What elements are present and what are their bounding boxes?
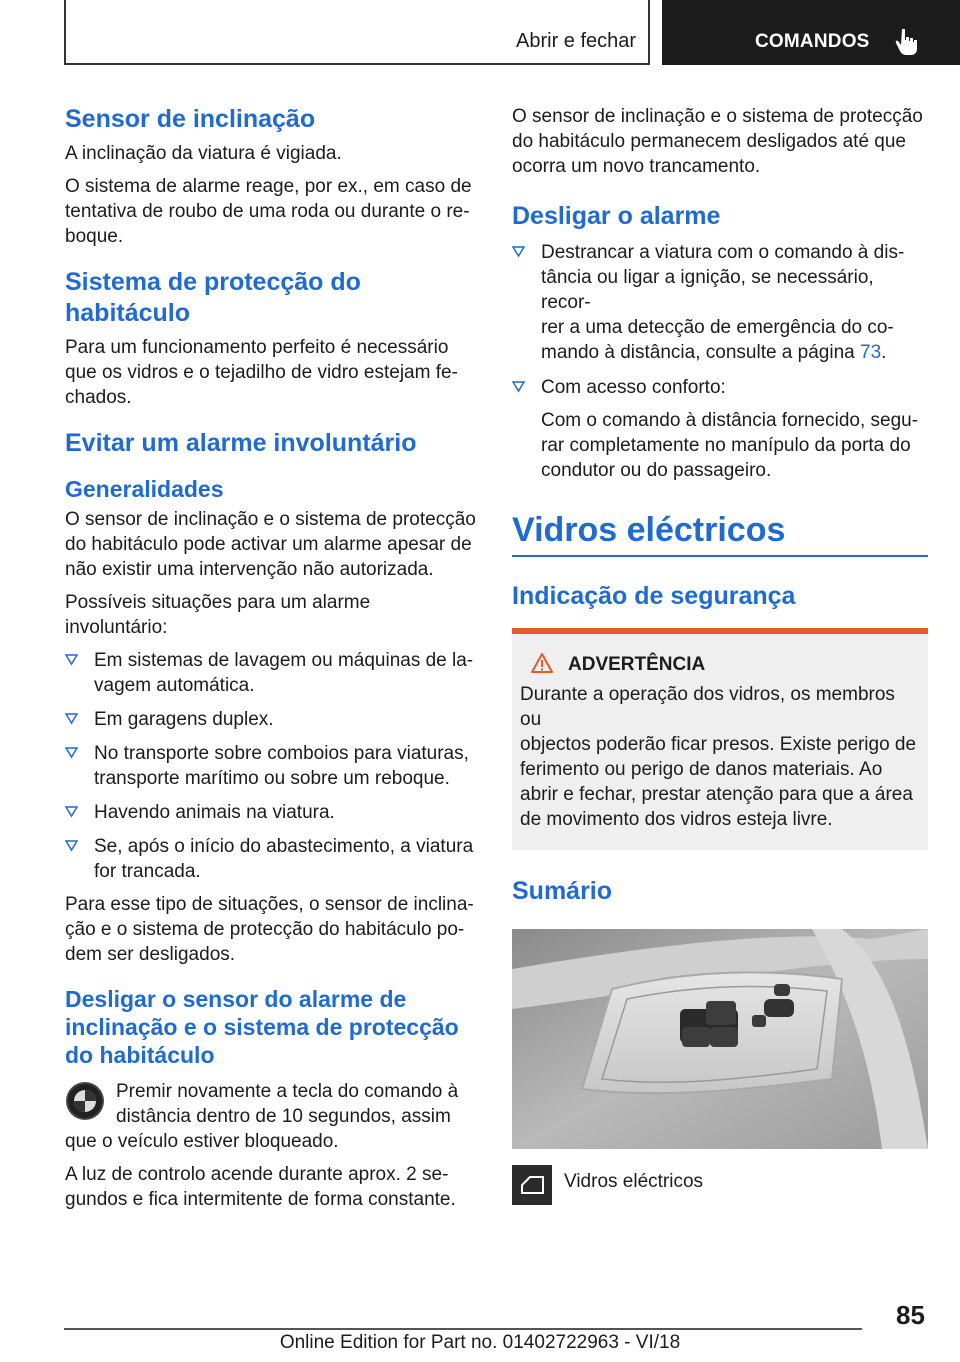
edition-note: Online Edition for Part no. 01402722963 - VI/18 (279, 1332, 681, 1353)
list-item-line: tância ou ligar a ignição, se necessário, recor- (541, 267, 874, 313)
list-item-line: Havendo animais na viatura. (94, 802, 335, 823)
warning-line: de movimento dos vidros esteja livre. (520, 809, 833, 830)
warning-line: ferimento ou perigo de danos materiais. Ao (520, 759, 883, 780)
list-item-line: Se, após o início do abastecimento, a viatura (94, 836, 474, 857)
footer-rule (64, 1328, 862, 1330)
header-bottom-rule (64, 63, 650, 65)
list-item (65, 648, 477, 698)
section-tab[interactable]: Abrir e fechar (516, 30, 637, 52)
list-item (65, 834, 477, 884)
triangle-bullet-icon (65, 746, 78, 759)
list-item-line: Destrancar a viatura com o comando à dis- (541, 242, 905, 263)
triangle-bullet-icon (512, 380, 525, 393)
header-left-rule (64, 0, 66, 64)
paragraph-line: ocorra um novo trancamento. (512, 156, 761, 177)
list-item (65, 707, 477, 732)
paragraph-line: boque. (65, 226, 124, 247)
list-item-line: Em garagens duplex. (94, 709, 274, 730)
warning-line: abrir e fechar, prestar atenção para que a área (520, 784, 913, 805)
list-item (512, 375, 928, 483)
paragraph-line: O sensor de inclinação e o sistema de protecção (512, 106, 923, 127)
page-number: 85 (896, 1300, 925, 1330)
paragraph: A inclinação da viatura é vigiada. (65, 143, 342, 164)
paragraph-line: do habitáculo pode activar um alarme apesar de (65, 534, 472, 555)
heading-desligar-sensor: Desligar o sensor do alarme de (65, 986, 407, 1012)
text: mando à distância, consulte a página (541, 342, 860, 363)
bmw-logo-icon (65, 1081, 105, 1121)
list-item (65, 800, 477, 825)
list-item-line: Com acesso conforto: (541, 377, 726, 398)
list-item-line: for trancada. (94, 861, 201, 882)
window-icon (512, 1165, 552, 1205)
heading-sistema-proteccao-2: habitáculo (65, 299, 191, 327)
warning-box (512, 628, 928, 850)
page-link-73[interactable]: 73 (860, 342, 882, 363)
paragraph-line: que o veículo estiver bloqueado. (65, 1131, 339, 1152)
header-divider (648, 0, 650, 65)
heading-desligar-sensor-3: do habitáculo (65, 1042, 215, 1068)
list-item-line (541, 340, 928, 365)
paragraph-line: Premir novamente a tecla do comando à (116, 1081, 459, 1102)
paragraph-line: O sensor de inclinação e o sistema de protecção (65, 509, 476, 530)
heading-sistema-proteccao: Sistema de protecção do (65, 268, 361, 296)
remote-instruction (65, 1079, 477, 1154)
paragraph-line: do habitáculo permanecem desligados até que (512, 131, 906, 152)
paragraph-line: Para um funcionamento perfeito é necessário (65, 337, 449, 358)
paragraph-line: que os vidros e o tejadilho de vidro estejam fe- (65, 362, 458, 383)
paragraph-line: Para esse tipo de situações, o sensor de inclina- (65, 894, 474, 915)
paragraph-line: não existir uma intervenção não autorizada. (65, 559, 434, 580)
list-item-line: Em sistemas de lavagem ou máquinas de la- (94, 650, 474, 671)
heading-evitar-alarme: Evitar um alarme involuntário (65, 429, 417, 457)
warning-line: objectos poderão ficar presos. Existe perigo de (520, 734, 917, 755)
figure-caption (512, 1165, 928, 1211)
paragraph-line: distância dentro de 10 segundos, assim (116, 1106, 451, 1127)
list-item-line: No transporte sobre comboios para viaturas, (94, 743, 469, 764)
paragraph-line: dem ser desligados. (65, 944, 236, 965)
triangle-bullet-icon (65, 805, 78, 818)
triangle-bullet-icon (512, 245, 525, 258)
list-item (65, 741, 477, 791)
paragraph-line: A luz de controlo acende durante aprox. 2 se- (65, 1164, 449, 1185)
hand-pointer-icon (893, 26, 923, 56)
warning-triangle-icon (530, 652, 554, 674)
heading-desligar-alarme: Desligar o alarme (512, 202, 721, 230)
warning-title: ADVERTÊNCIA (568, 654, 706, 675)
list-item-line: rer a uma detecção de emergência do co- (541, 317, 894, 338)
paragraph-line: O sistema de alarme reage, por ex., em caso de (65, 176, 472, 197)
list-item (512, 240, 928, 365)
chapter-title[interactable]: COMANDOS (755, 31, 870, 52)
triangle-bullet-icon (65, 712, 78, 725)
warning-line: Durante a operação dos vidros, os membros ou (520, 684, 895, 730)
triangle-bullet-icon (65, 839, 78, 852)
caption-text: Vidros eléctricos (564, 1171, 704, 1192)
list-item-line: Com o comando à distância fornecido, segu- (541, 410, 919, 431)
bullet-list-desligar (512, 240, 928, 483)
heading-desligar-sensor-2: inclinação e o sistema de protecção (65, 1014, 459, 1040)
list-item-line: rar completamente no manípulo da porta do (541, 435, 911, 456)
paragraph-line: chados. (65, 387, 132, 408)
left-column (65, 100, 477, 1212)
paragraph-line: gundos e fica intermitente de forma constante. (65, 1189, 456, 1210)
right-column (512, 100, 928, 1211)
list-item-line: vagem automática. (94, 675, 255, 696)
heading-generalidades: Generalidades (65, 476, 224, 502)
paragraph-line: ção e o sistema de protecção do habitáculo po- (65, 919, 465, 940)
heading-sensor-inclinacao: Sensor de inclinação (65, 105, 316, 133)
paragraph-line: tentativa de roubo de uma roda ou durante o re- (65, 201, 470, 222)
list-item-line: condutor ou do passageiro. (541, 460, 772, 481)
triangle-bullet-icon (65, 653, 78, 666)
paragraph-line: Possíveis situações para um alarme involuntário: (65, 592, 371, 638)
heading-vidros-electricos: Vidros eléctricos (512, 511, 786, 549)
heading-indicacao-seguranca: Indicação de segurança (512, 582, 796, 610)
window-switch-photo (512, 929, 928, 1149)
door-panel-illustration (512, 929, 928, 1149)
list-item-line: transporte marítimo ou sobre um reboque. (94, 768, 450, 789)
heading-sumario: Sumário (512, 877, 613, 905)
text: . (881, 342, 887, 363)
bullet-list-situacoes (65, 648, 477, 884)
